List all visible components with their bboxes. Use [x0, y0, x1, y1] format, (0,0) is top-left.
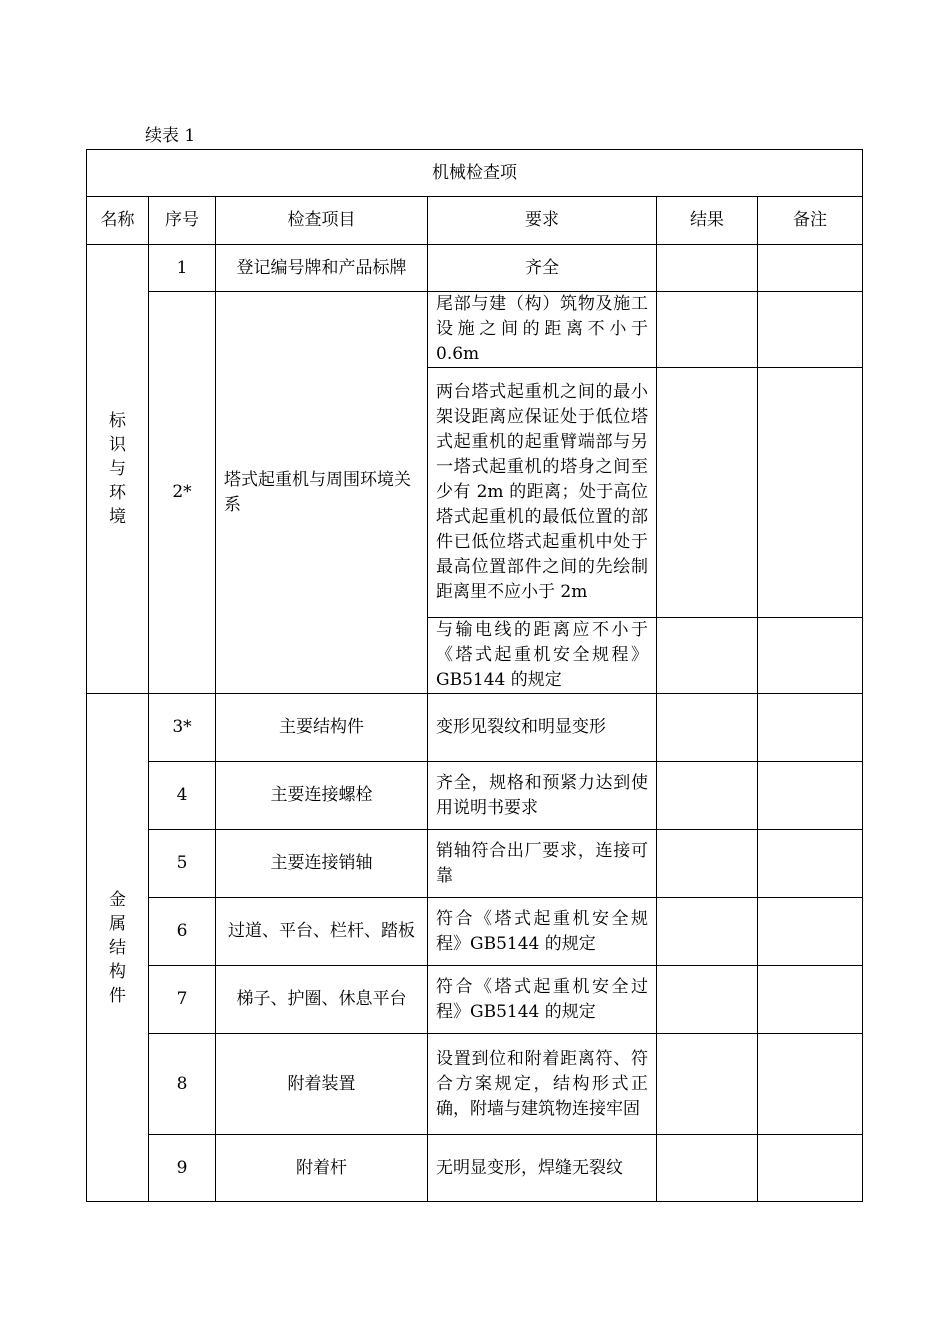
table-row [87, 898, 863, 966]
row-remark-cell[interactable] [758, 762, 863, 830]
row-number: 2* [149, 292, 216, 694]
table-row [87, 292, 863, 368]
row-number: 4 [149, 762, 216, 830]
table-row [87, 830, 863, 898]
table-row [87, 245, 863, 292]
row-requirement: 两台塔式起重机之间的最小架设距离应保证处于低位塔式起重机的起重臂端部与另一塔式起重机的塔身之间至少有 2m 的距离；处于高位塔式起重机的最低位置的部件已低位塔式起重机中处于最高位置部件之间的先绘制距离里不应小于 2m [428, 368, 657, 618]
row-number: 7 [149, 966, 216, 1034]
inspection-table [86, 149, 863, 1202]
table-row [87, 1135, 863, 1202]
row-remark-cell[interactable] [758, 292, 863, 368]
row-remark-cell[interactable] [758, 966, 863, 1034]
header-result: 结果 [657, 197, 758, 245]
row-number: 1 [149, 245, 216, 292]
header-row [87, 197, 863, 245]
row-remark-cell[interactable] [758, 830, 863, 898]
row-remark-cell[interactable] [758, 368, 863, 618]
row-item: 梯子、护圈、休息平台 [216, 966, 428, 1034]
row-result-cell[interactable] [657, 292, 758, 368]
row-requirement: 齐全，规格和预紧力达到使用说明书要求 [428, 762, 657, 830]
header-name: 名称 [87, 197, 149, 245]
table-row [87, 966, 863, 1034]
table-row [87, 1034, 863, 1135]
row-requirement: 齐全 [428, 245, 657, 292]
table-row [87, 762, 863, 830]
group-name-metal-structure: 金 属 结 构 件 [87, 694, 149, 1202]
row-result-cell[interactable] [657, 694, 758, 762]
row-item: 附着装置 [216, 1034, 428, 1135]
table-caption: 续表 1 [145, 126, 196, 146]
header-remark: 备注 [758, 197, 863, 245]
row-item: 附着杆 [216, 1135, 428, 1202]
table-title: 机械检查项 [87, 150, 863, 197]
row-requirement: 符合《塔式起重机安全过程》GB5144 的规定 [428, 966, 657, 1034]
row-item: 过道、平台、栏杆、踏板 [216, 898, 428, 966]
row-number: 3* [149, 694, 216, 762]
row-item: 主要连接螺栓 [216, 762, 428, 830]
row-remark-cell[interactable] [758, 618, 863, 694]
header-number: 序号 [149, 197, 216, 245]
row-result-cell[interactable] [657, 898, 758, 966]
row-result-cell[interactable] [657, 368, 758, 618]
group-name-identification-environment: 标 识 与 环 境 [87, 245, 149, 694]
row-number: 6 [149, 898, 216, 966]
row-remark-cell[interactable] [758, 898, 863, 966]
row-item: 登记编号牌和产品标牌 [216, 245, 428, 292]
row-item: 主要结构件 [216, 694, 428, 762]
table-row [87, 694, 863, 762]
row-number: 9 [149, 1135, 216, 1202]
row-requirement: 与输电线的距离应不小于《塔式起重机安全规程》GB5144 的规定 [428, 618, 657, 694]
row-number: 8 [149, 1034, 216, 1135]
row-remark-cell[interactable] [758, 1034, 863, 1135]
row-requirement: 无明显变形，焊缝无裂纹 [428, 1135, 657, 1202]
row-result-cell[interactable] [657, 1135, 758, 1202]
row-item: 主要连接销轴 [216, 830, 428, 898]
row-requirement: 设置到位和附着距离符、符合方案规定，结构形式正确，附墙与建筑物连接牢固 [428, 1034, 657, 1135]
row-requirement: 销轴符合出厂要求，连接可靠 [428, 830, 657, 898]
row-number: 5 [149, 830, 216, 898]
row-result-cell[interactable] [657, 618, 758, 694]
row-remark-cell[interactable] [758, 245, 863, 292]
row-requirement: 符合《塔式起重机安全规程》GB5144 的规定 [428, 898, 657, 966]
header-requirement: 要求 [428, 197, 657, 245]
header-check-item: 检查项目 [216, 197, 428, 245]
row-result-cell[interactable] [657, 762, 758, 830]
row-remark-cell[interactable] [758, 694, 863, 762]
row-requirement: 变形见裂纹和明显变形 [428, 694, 657, 762]
row-requirement: 尾部与建（构）筑物及施工设施之间的距离不小于0.6m [428, 292, 657, 368]
row-result-cell[interactable] [657, 830, 758, 898]
row-remark-cell[interactable] [758, 1135, 863, 1202]
row-item: 塔式起重机与周围环境关系 [216, 292, 428, 694]
row-result-cell[interactable] [657, 1034, 758, 1135]
row-result-cell[interactable] [657, 245, 758, 292]
row-result-cell[interactable] [657, 966, 758, 1034]
table-title-row [87, 150, 863, 197]
